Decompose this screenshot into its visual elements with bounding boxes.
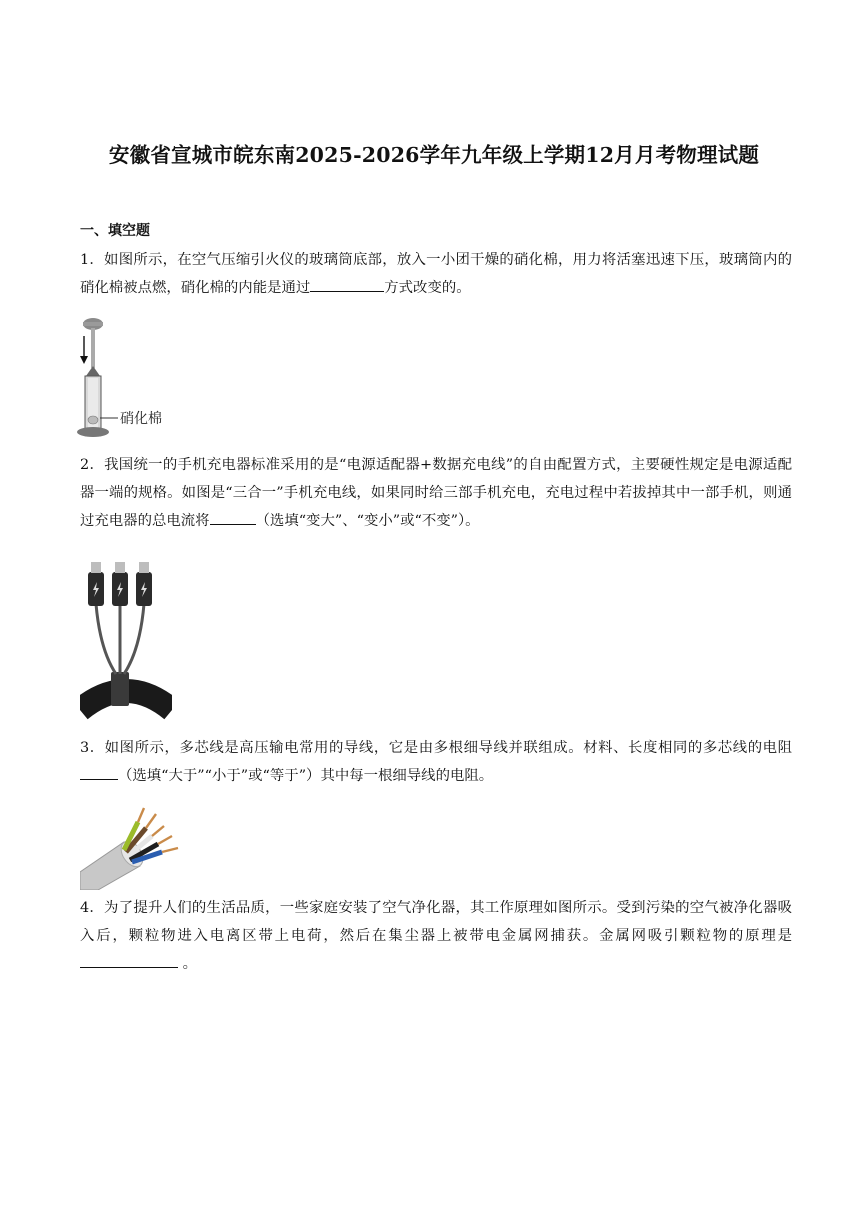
section-heading: 一、填空题 bbox=[80, 223, 150, 239]
copper-tip bbox=[138, 808, 144, 822]
fire-syringe-figure bbox=[76, 316, 176, 440]
copper-tip bbox=[158, 836, 172, 844]
piston-rod bbox=[91, 328, 95, 368]
answer-blank-4[interactable] bbox=[80, 952, 178, 968]
question-1-text-end: 方式改变的。 bbox=[384, 280, 471, 296]
question-4 bbox=[80, 894, 792, 978]
question-3-text: 3．如图所示，多芯线是高压输电常用的导线，它是由多根细导线并联组成。材料、长度相同的多芯线的电阻 bbox=[80, 740, 792, 756]
question-3-text-end: （选填“大于”“小于”或“等于”）其中每一根细导线的电阻。 bbox=[118, 768, 494, 784]
page-title: 安徽省宣城市皖东南2025-2026学年九年级上学期12月月考物理试题 bbox=[108, 143, 760, 167]
question-1-text: 1．如图所示，在空气压缩引火仪的玻璃筒底部，放入一小团干燥的硝化棉，用力将活塞迅速下压，玻璃筒内的硝化棉被点燃，硝化棉的内能是通过 bbox=[80, 252, 792, 296]
figure-label-nitrocellulose: 硝化棉 bbox=[120, 411, 162, 427]
cylinder-cap bbox=[86, 366, 100, 376]
wire-left bbox=[96, 604, 116, 674]
question-3 bbox=[80, 734, 792, 790]
question-4-text-end: 。 bbox=[178, 956, 197, 972]
cotton-ball bbox=[88, 416, 98, 424]
tip-right bbox=[139, 562, 149, 573]
question-4-text: 4．为了提升人们的生活品质，一些家庭安装了空气净化器，其工作原理如图所示。受到污染的空气被净化器吸入后，颗粒物进入电离区带上电荷，然后在集尘器上被带电金属网捕获。金属网吸引颗粒物的原理是 bbox=[80, 900, 792, 944]
cylinder-base bbox=[77, 427, 109, 437]
copper-tip bbox=[152, 826, 164, 836]
piston-knob-rim bbox=[83, 322, 103, 326]
copper-tip bbox=[162, 848, 178, 852]
copper-tip bbox=[146, 814, 156, 828]
question-2 bbox=[80, 451, 792, 535]
answer-blank-3[interactable] bbox=[80, 764, 118, 780]
three-in-one-cable-figure bbox=[80, 560, 172, 720]
answer-blank-1[interactable] bbox=[310, 276, 384, 292]
answer-blank-2[interactable] bbox=[210, 509, 256, 525]
tip-left bbox=[91, 562, 101, 573]
multi-core-wire-figure bbox=[80, 800, 190, 890]
arrow-down-icon bbox=[80, 356, 88, 364]
question-1 bbox=[80, 246, 792, 302]
question-2-text: 2．我国统一的手机充电器标准采用的是“电源适配器+数据充电线”的自由配置方式，主要硬性规定是电源适配器一端的规格。如图是“三合一”手机充电线，如果同时给三部手机充电，充电过程中若拔掉其中一部手机，则通过充电器的总电流将 bbox=[80, 457, 792, 529]
question-2-text-end: （选填“变大”、“变小”或“不变”）。 bbox=[255, 513, 480, 529]
tip-middle bbox=[115, 562, 125, 573]
cable-splitter bbox=[111, 672, 129, 706]
wire-right bbox=[124, 604, 144, 674]
